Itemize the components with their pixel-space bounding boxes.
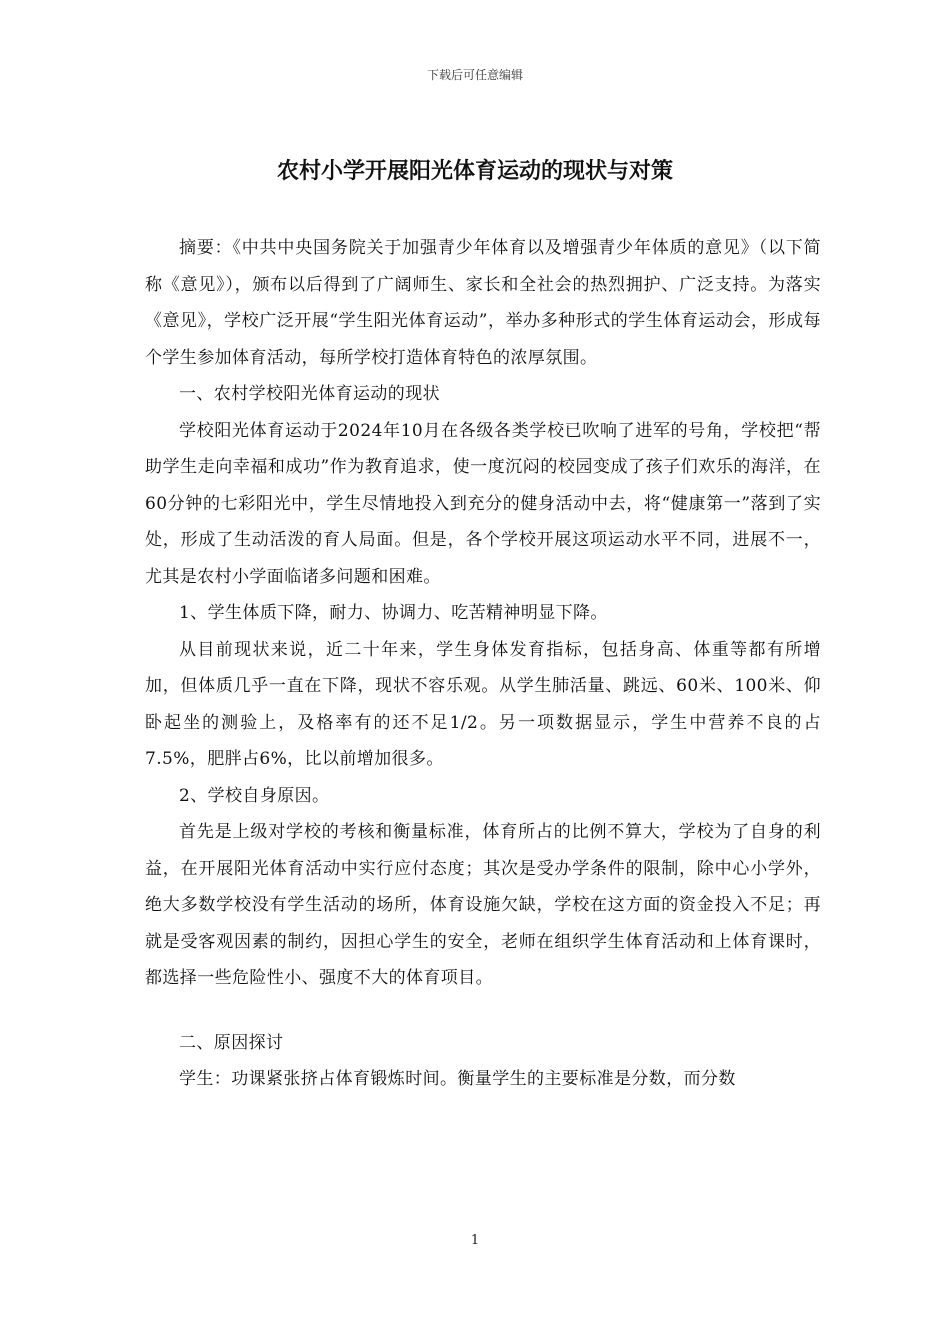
header-note: 下载后可任意编辑 [426, 68, 523, 82]
subsection-heading-1: 1、学生体质下降，耐力、协调力、吃苦精神明显下降。 [179, 603, 608, 623]
body-paragraph: 学校阳光体育运动于2024年10月在各级各类学校已吹响了进军的号角，学校把“帮助学生走向幸福和成功”作为教育追求，使一度沉闷的校园变成了孩子们欢乐的海洋，在60分钟的七彩阳光中，学生尽情地投入到充分的健身活动中去，将“健康第一”落到了实处，形成了生动活泼的育人局面。但是，各个学校开展这项运动水平不同，进展不一，尤其是农村小学面临诸多问题和困难。 [145, 420, 821, 587]
subsection-heading-2: 2、学校自身原因。 [179, 785, 330, 806]
section-heading-2: 二、原因探讨 [179, 1032, 284, 1053]
body-paragraph: 学生：功课紧张挤占体育锻炼时间。衡量学生的主要标准是分数，而分数 [179, 1069, 736, 1089]
document-body [145, 230, 821, 1098]
section-heading-1: 一、农村学校阳光体育运动的现状 [179, 384, 440, 404]
body-paragraph: 从目前现状来说，近二十年来，学生身体发育指标，包括身高、体重等都有所增加，但体质几乎一直在下降，现状不容乐观。从学生肺活量、跳远、60米、100米、仰卧起坐的测验上，及格率有的还不足1/2。另一项数据显示，学生中营养不良的占7.5%，肥胖占6%，比以前增加很多。 [145, 639, 821, 769]
abstract-paragraph: 摘要：《中共中央国务院关于加强青少年体育以及增强青少年体质的意见》（以下简称《意见》），颁布以后得到了广阔师生、家长和全社会的热烈拥护、广泛支持。为落实《意见》，学校广泛开展“学生阳光体育运动”，举办多种形式的学生体育运动会，形成每个学生参加体育活动，每所学校打造体育特色的浓厚氛围。 [145, 238, 821, 368]
page-number: 1 [470, 1233, 480, 1248]
document-title: 农村小学开展阳光体育运动的现状与对策 [276, 159, 673, 184]
body-paragraph: 首先是上级对学校的考核和衡量标准，体育所占的比例不算大，学校为了自身的利益，在开展阳光体育活动中实行应付态度；其次是受办学条件的限制，除中心小学外，绝大多数学校没有学生活动的场所，体育设施欠缺，学校在这方面的资金投入不足；再就是受客观因素的制约，因担心学生的安全，老师在组织学生体育活动和上体育课时，都选择一些危险性小、强度不大的体育项目。 [145, 822, 821, 988]
